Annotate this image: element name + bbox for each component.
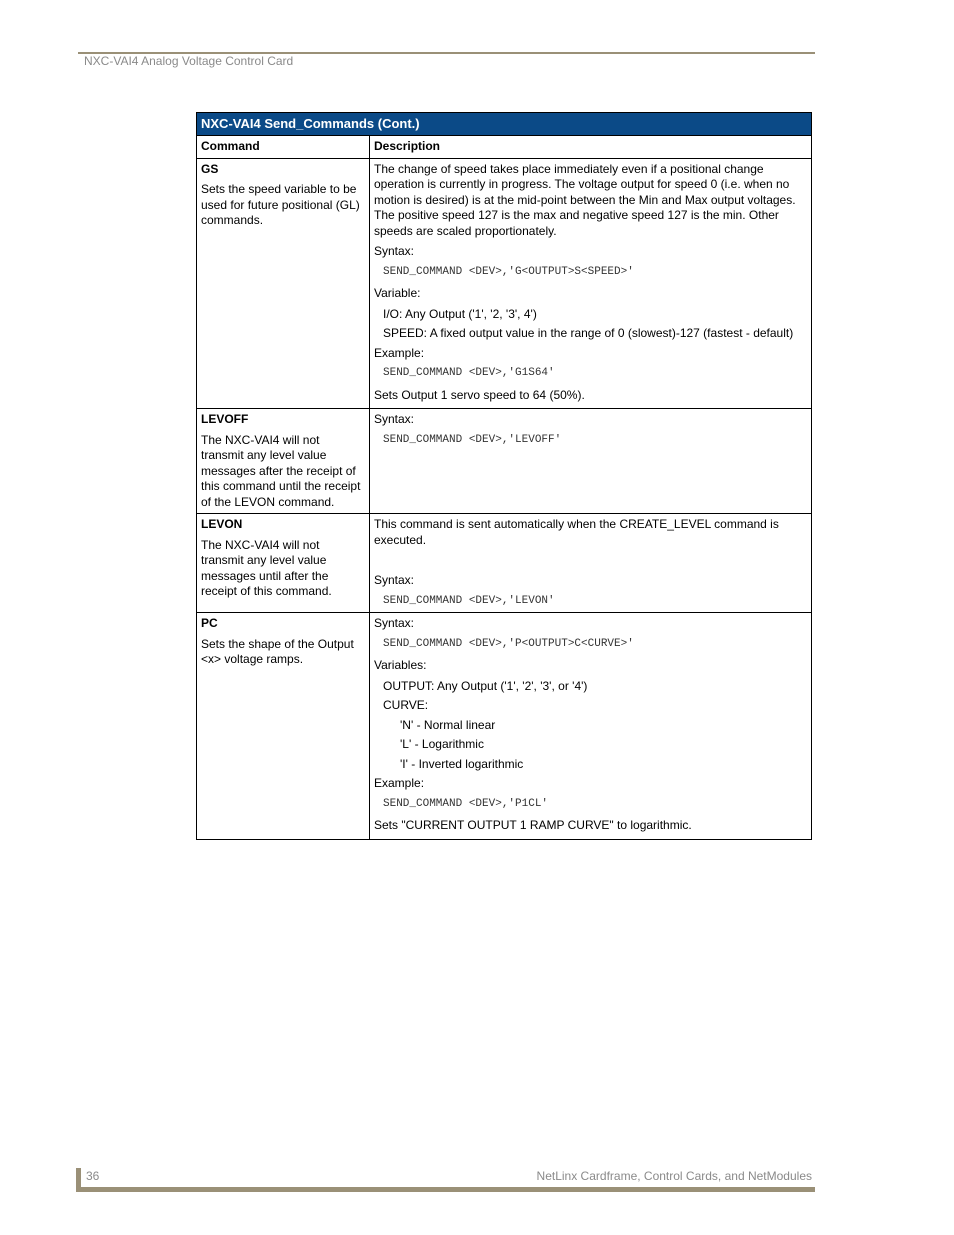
command-name: LEVON [201,517,243,531]
command-summary: Sets the shape of the Output <x> voltage ramps. [201,636,354,666]
command-name: LEVOFF [201,412,249,426]
curve-option: 'N' - Normal linear [400,717,496,732]
footer-rule [78,1187,815,1192]
command-summary: The NXC-VAI4 will not transmit any level value messages after the receipt of this command until the receipt of the LEVON command. [201,432,361,509]
example-label: Example: [374,345,425,360]
page-number: 36 [86,1169,100,1183]
command-cell [197,613,370,840]
syntax-code: SEND_COMMAND <DEV>,'LEVON' [383,594,555,607]
command-cell [197,158,370,409]
table-row [197,409,812,514]
curve-option: 'I' - Inverted logarithmic [400,756,524,771]
syntax-code: SEND_COMMAND <DEV>,'P<OUTPUT>C<CURVE>' [383,637,634,650]
variables-label: Variables: [374,658,427,672]
command-summary: The NXC-VAI4 will not transmit any level value messages until after the receipt of this command. [201,537,332,598]
table-title: NXC-VAI4 Send_Commands (Cont.) [197,113,812,136]
description-cell [370,409,812,514]
syntax-label: Syntax: [374,573,415,587]
column-header-command: Command [197,136,370,159]
syntax-label: Syntax: [374,244,415,258]
syntax-label: Syntax: [374,412,415,426]
syntax-code: SEND_COMMAND <DEV>,'G<OUTPUT>S<SPEED>' [383,265,634,278]
column-header-description: Description [370,136,812,159]
example-code: SEND_COMMAND <DEV>,'P1CL' [383,797,549,810]
example-description: Sets "CURRENT OUTPUT 1 RAMP CURVE" to logarithmic. [374,818,692,832]
variable-item: SPEED: A fixed output value in the range of 0 (slowest)-127 (fastest - default) [383,326,794,340]
curve-option: 'L' - Logarithmic [400,737,484,751]
command-cell [197,409,370,514]
variable-item: CURVE: [383,698,429,712]
description-text: This command is sent automatically when the CREATE_LEVEL command is executed. [374,517,779,547]
example-code: SEND_COMMAND <DEV>,'G1S64' [383,367,555,379]
table-row [197,514,812,613]
variable-item: OUTPUT: Any Output ('1', '2', '3', or '4') [383,678,588,693]
running-header: NXC-VAI4 Analog Voltage Control Card [84,54,294,68]
table-row [197,613,812,840]
example-label: Example: [374,776,425,790]
variable-item: I/O: Any Output ('1', '2, '3', 4') [383,306,537,321]
example-description: Sets Output 1 servo speed to 64 (50%). [374,387,585,402]
description-cell [370,158,812,409]
syntax-label: Syntax: [374,616,415,630]
command-cell [197,514,370,613]
command-name: PC [201,616,218,630]
send-commands-table [196,112,812,840]
description-cell [370,613,812,840]
command-summary: Sets the speed variable to be used for future positional (GL) commands. [201,182,360,227]
table-row [197,158,812,409]
variable-label: Variable: [374,286,421,300]
footer-document-title: NetLinx Cardframe, Control Cards, and NetModules [536,1169,812,1183]
command-name: GS [201,161,219,176]
spacer [374,553,807,573]
description-text: The change of speed takes place immediately even if a positional change operation is currently in progress. The voltage output for speed 0 (i.e. when no motion is desired) is at the mid-point between the Min and Max output voltages. The positive speed 127 is the max and negative speed 127 is the min. Other speeds are scaled proportionately. [374,161,796,238]
syntax-code: SEND_COMMAND <DEV>,'LEVOFF' [383,433,562,446]
description-cell [370,514,812,613]
